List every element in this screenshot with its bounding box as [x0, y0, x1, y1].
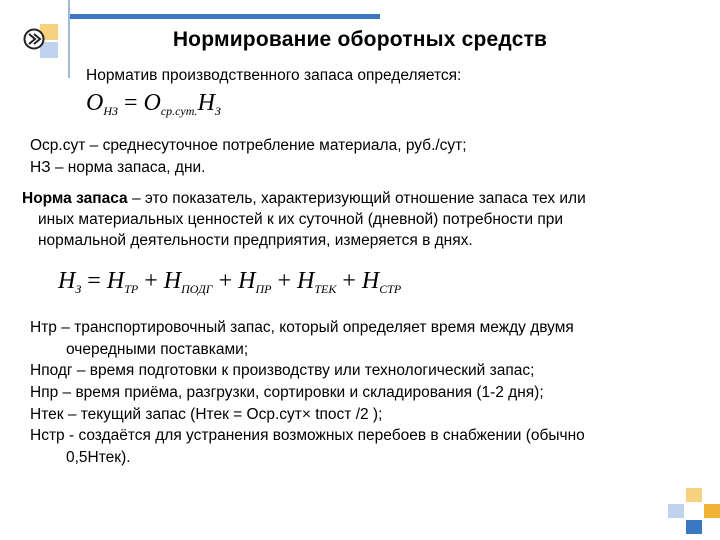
norm-definition-line: нормальной деятельности предприятия, измеряется в днях. — [38, 232, 473, 249]
top-accent-line — [68, 14, 380, 19]
norm-definition-line: Норма запаса – это показатель, характеризующий отношение запаса тех или — [22, 190, 586, 207]
norm-definition-line: иных материальных ценностей к их суточной (дневной) потребности при — [38, 211, 564, 228]
decorative-squares — [664, 488, 720, 540]
norm-term: Норма запаса — [22, 190, 128, 207]
list-item: 0,5Нтек). — [66, 449, 131, 466]
list-item: Нподг – время подготовки к производству или технологический запас; — [30, 362, 535, 379]
list-item: Нтек – текущий запас (Нтек = Оср.сут× tпост /2 ); — [30, 406, 383, 423]
page-title: Нормирование оборотных средств — [172, 28, 548, 51]
list-item: Нстр - создаётся для устранения возможных перебоев в снабжении (обычно — [30, 427, 585, 444]
definition-line: НЗ – норма запаса, дни. — [30, 159, 206, 176]
list-item: Нтр – транспортировочный запас, который определяет время между двумя — [30, 319, 574, 336]
list-item: Нпр – время приёма, разгрузки, сортировки и складирования (1-2 дня); — [30, 384, 544, 401]
formula-stock-components: $Н_З = Н_{ТР} + Н_{ПОДГ} + Н_{ПР} + Н_{ТЕК} + Н_{СТР}$ — [58, 268, 402, 296]
intro-text: Норматив производственного запаса определяется: — [86, 67, 462, 84]
list-item: очередными поставками; — [66, 341, 249, 358]
formula-norm-stock: $О_{НЗ} = О_{ср.сут.}Н_З$ — [86, 90, 221, 118]
definition-line: Оср.сут – среднесуточное потребление материала, руб./сут; — [30, 137, 467, 154]
